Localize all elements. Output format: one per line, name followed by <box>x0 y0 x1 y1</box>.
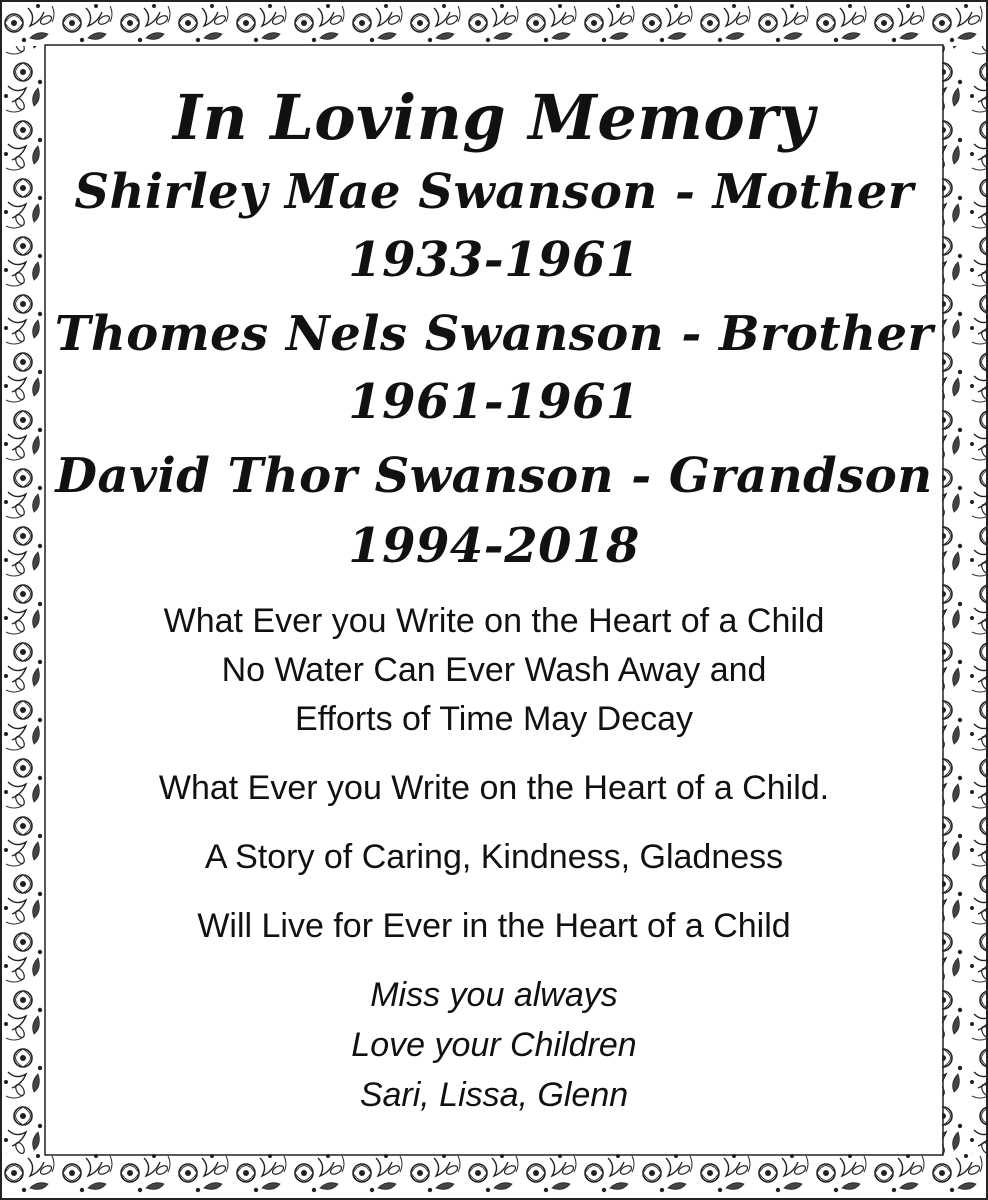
person-years: 1994-2018 <box>348 518 640 574</box>
memorial-title: In Loving Memory <box>173 81 815 154</box>
poem-line: A Story of Caring, Kindness, Gladness <box>204 838 784 876</box>
closing-line: Miss you always <box>370 976 618 1014</box>
person-name-line: David Thor Swanson - Grandson <box>55 448 933 504</box>
person-name-line: Shirley Mae Swanson - Mother <box>74 164 914 220</box>
poem-line: What Ever you Write on the Heart of a Child <box>163 602 825 640</box>
person-name-line: Thomes Nels Swanson - Brother <box>54 306 934 362</box>
poem-line: Will Live for Ever in the Heart of a Child <box>197 907 791 945</box>
closing-line: Love your Children <box>351 1026 637 1064</box>
poem-line: No Water Can Ever Wash Away and <box>221 651 767 689</box>
poem-line: Efforts of Time May Decay <box>294 700 694 738</box>
closing-signatures: Sari, Lissa, Glenn <box>359 1076 629 1114</box>
person-years: 1933-1961 <box>348 232 640 288</box>
memorial-content <box>46 46 942 1154</box>
poem-line: What Ever you Write on the Heart of a Child. <box>158 769 830 807</box>
person-years: 1961-1961 <box>348 374 640 430</box>
